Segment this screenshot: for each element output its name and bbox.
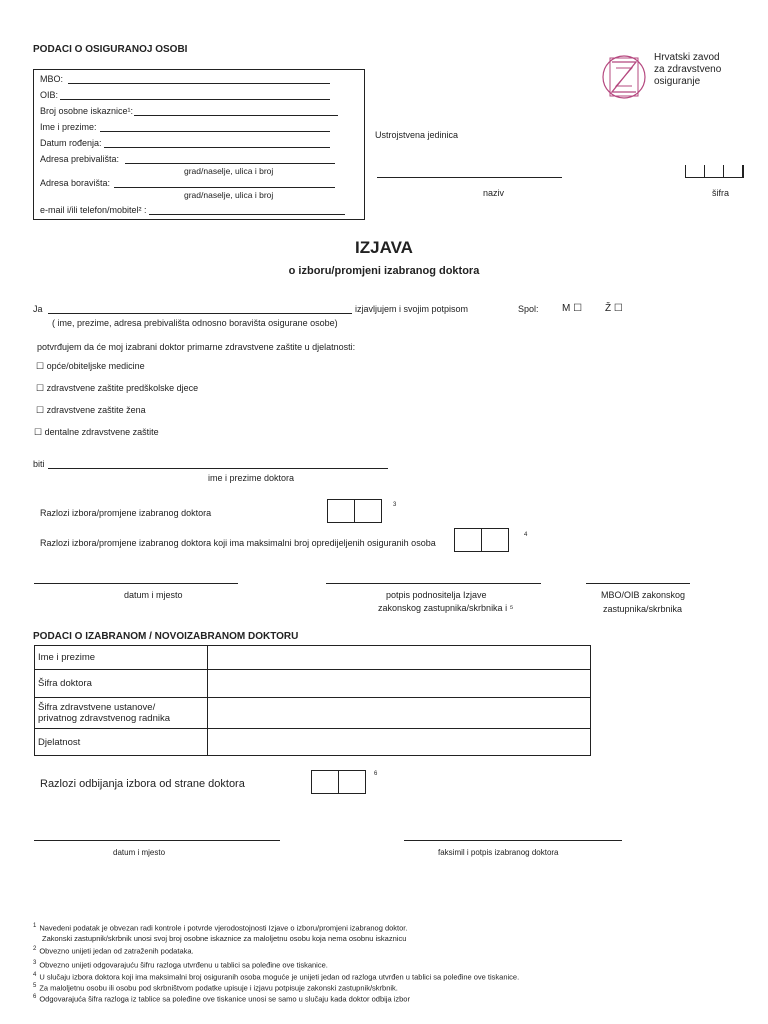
- footnote-2: [33, 946, 194, 956]
- residence-hint: grad/naselje, ulica i broj: [184, 166, 274, 176]
- logo-line: Hrvatski zavod: [654, 52, 720, 63]
- footnote-text: Zakonski zastupnik/skrbnik unosi svoj broj osobne iskaznice za maloljetnu osobu koja nema osobnu iskaznicu: [42, 934, 407, 943]
- doctor-name-field[interactable]: [48, 468, 388, 469]
- guardian-mbo-label-1: MBO/OIB zakonskog: [601, 590, 686, 600]
- hzzo-logo-icon: [600, 52, 648, 102]
- doctor-date-place-label: datum i mjesto: [113, 848, 166, 857]
- residence-label: Adresa prebivališta:: [40, 154, 120, 164]
- footnote-text: Obvezno unijeti odgovarajuću šifru razloga utvrđenu u tablici sa poleđine ove tiskanice.: [39, 960, 328, 970]
- footnote-1: [33, 923, 407, 933]
- signature-label-2: zakonskog zastupnika/skrbnika i ⁵: [378, 603, 514, 613]
- dob-label: Datum rođenja:: [40, 138, 102, 148]
- stay-field[interactable]: [114, 187, 335, 188]
- oib-label: OIB:: [40, 90, 59, 100]
- option-women[interactable]: ☐ zdravstvene zaštite žena: [36, 405, 146, 415]
- doctor-name-cell-label: Ime i prezime: [35, 646, 208, 670]
- logo-line: za zdravstveno: [654, 64, 722, 75]
- footnote-5: [33, 983, 398, 993]
- reject-footnote-ref: 6: [374, 771, 378, 777]
- applicant-field[interactable]: [48, 313, 352, 314]
- residence-field[interactable]: [125, 163, 335, 164]
- stay-hint: grad/naselje, ulica i broj: [184, 190, 274, 200]
- insured-section-title: PODACI O OSIGURANOJ OSOBI: [33, 44, 188, 55]
- table-row: [35, 670, 591, 698]
- footnote-text: U slučaju izbora doktora koji ima maksimalni broj osiguranih osoba moguće je unijeti jedan od razloga utvrđen u tablici sa poleđine ove tiskanice.: [39, 972, 520, 982]
- form-subtitle: o izboru/promjeni izabranog doktora: [288, 265, 480, 277]
- ja-label: Ja: [33, 304, 43, 314]
- doctor-table: [34, 645, 591, 756]
- table-row: [35, 729, 591, 756]
- footnote-3: [33, 960, 328, 970]
- applicant-signature-line[interactable]: [326, 583, 541, 584]
- option-preschool[interactable]: ☐ zdravstvene zaštite predškolske djece: [36, 383, 199, 393]
- reject-reason-label: Razlozi odbijanja izbora od strane doktora: [40, 778, 245, 790]
- footnote-number: 5: [33, 983, 37, 989]
- reason2-code-boxes[interactable]: [454, 528, 509, 552]
- table-row: [35, 646, 591, 670]
- signature-label-1: potpis podnositelja Izjave: [386, 590, 487, 600]
- ja-suffix: izjavljujem i svojim potpisom: [355, 304, 469, 314]
- doctor-name-hint: ime i prezime doktora: [208, 473, 295, 483]
- unit-code-boxes[interactable]: [685, 165, 744, 177]
- footnote-number: 4: [33, 972, 37, 978]
- footnote-text: Odgovarajuća šifra razloga iz tablice sa poleđine ove tiskanice unosi se samo u slučaju kada doktor odbija izbor: [39, 994, 410, 1004]
- hzzo-logo: [600, 52, 648, 102]
- contact-field[interactable]: [149, 214, 345, 215]
- applicant-hint: ( ime, prezime, adresa prebivališta odnosno boravišta osigurane osobe): [52, 318, 338, 328]
- sifra-label: šifra: [712, 188, 730, 198]
- footnote-number: 6: [33, 994, 37, 1000]
- footnote-text: Obvezno unijeti jedan od zatraženih podataka.: [39, 946, 194, 956]
- footnote-4: [33, 972, 519, 982]
- unit-label: Ustrojstvena jedinica: [375, 130, 459, 140]
- activity-cell[interactable]: [208, 729, 591, 756]
- id-card-field[interactable]: [134, 115, 338, 116]
- doctor-signature-line[interactable]: [404, 840, 622, 841]
- activity-cell-label: Djelatnost: [35, 729, 208, 756]
- name-label: Ime i prezime:: [40, 122, 97, 132]
- reject-code-boxes[interactable]: [311, 770, 366, 794]
- doctor-section-title: PODACI O IZABRANOM / NOVOIZABRANOM DOKTORU: [33, 631, 299, 642]
- spol-label: Spol:: [518, 304, 539, 314]
- reason2-footnote-ref: 4: [524, 532, 528, 538]
- mbo-label: MBO:: [40, 74, 64, 84]
- insured-person-box: [33, 69, 365, 220]
- confirm-text: potvrđujem da će moj izabrani doktor primarne zdravstvene zaštite u djelatnosti:: [37, 342, 356, 352]
- footnote-1b: [42, 934, 406, 943]
- name-field[interactable]: [100, 131, 330, 132]
- option-dental[interactable]: ☐ dentalne zdravstvene zaštite: [34, 427, 159, 437]
- footnote-number: 1: [33, 923, 37, 929]
- table-row: [35, 698, 591, 729]
- dob-field[interactable]: [104, 147, 330, 148]
- sex-m-checkbox[interactable]: M ☐: [562, 303, 583, 314]
- logo-text: [654, 52, 721, 88]
- doctor-signature-label: faksimil i potpis izabranog doktora: [438, 848, 559, 857]
- institution-code-cell[interactable]: [208, 698, 591, 729]
- reason1-footnote-ref: 3: [393, 502, 397, 508]
- guardian-mbo-line[interactable]: [586, 583, 690, 584]
- doctor-date-place-line[interactable]: [34, 840, 280, 841]
- date-place-line[interactable]: [34, 583, 238, 584]
- logo-line: osiguranje: [654, 76, 701, 87]
- doctor-name-cell[interactable]: [208, 646, 591, 670]
- form-title: IZJAVA: [355, 238, 413, 257]
- doctor-code-cell[interactable]: [208, 670, 591, 698]
- reason1-label: Razlozi izbora/promjene izabranog doktora: [40, 508, 212, 518]
- sex-z-checkbox[interactable]: Ž ☐: [605, 303, 623, 314]
- reason2-label: Razlozi izbora/promjene izabranog doktora koji ima maksimalni broj opredijeljenih osiguranih osoba: [40, 538, 436, 548]
- biti-label: biti: [33, 459, 45, 469]
- footnote-number: 2: [33, 946, 37, 952]
- option-family-medicine[interactable]: ☐ opće/obiteljske medicine: [36, 361, 145, 371]
- reason1-code-boxes[interactable]: [327, 499, 382, 523]
- footnote-text: Za maloljetnu osobu ili osobu pod skrbništvom podatke upisuje i izjavu potpisuje zakonski zastupnik/skrbnik.: [39, 983, 398, 993]
- date-place-label: datum i mjesto: [124, 590, 183, 600]
- guardian-mbo-label-2: zastupnika/skrbnika: [603, 604, 683, 614]
- footnote-number: 3: [33, 960, 37, 966]
- doctor-code-cell-label: Šifra doktora: [35, 670, 208, 698]
- stay-label: Adresa boravišta:: [40, 178, 111, 188]
- unit-name-line[interactable]: [377, 177, 562, 178]
- oib-field[interactable]: [60, 99, 330, 100]
- footnote-text: Navedeni podatak je obvezan radi kontrole i potvrde vjerodostojnosti Izjave o izboru/promjeni izabranog doktor.: [39, 923, 408, 933]
- id-card-label: Broj osobne iskaznice¹:: [40, 106, 134, 116]
- mbo-field[interactable]: [68, 83, 330, 84]
- contact-label: e-mail i/ili telefon/mobitel² :: [40, 205, 147, 215]
- institution-code-cell-label: Šifra zdravstvene ustanove/ privatnog zdravstvenog radnika: [35, 698, 208, 729]
- footnote-6: [33, 994, 410, 1004]
- naziv-label: naziv: [483, 188, 505, 198]
